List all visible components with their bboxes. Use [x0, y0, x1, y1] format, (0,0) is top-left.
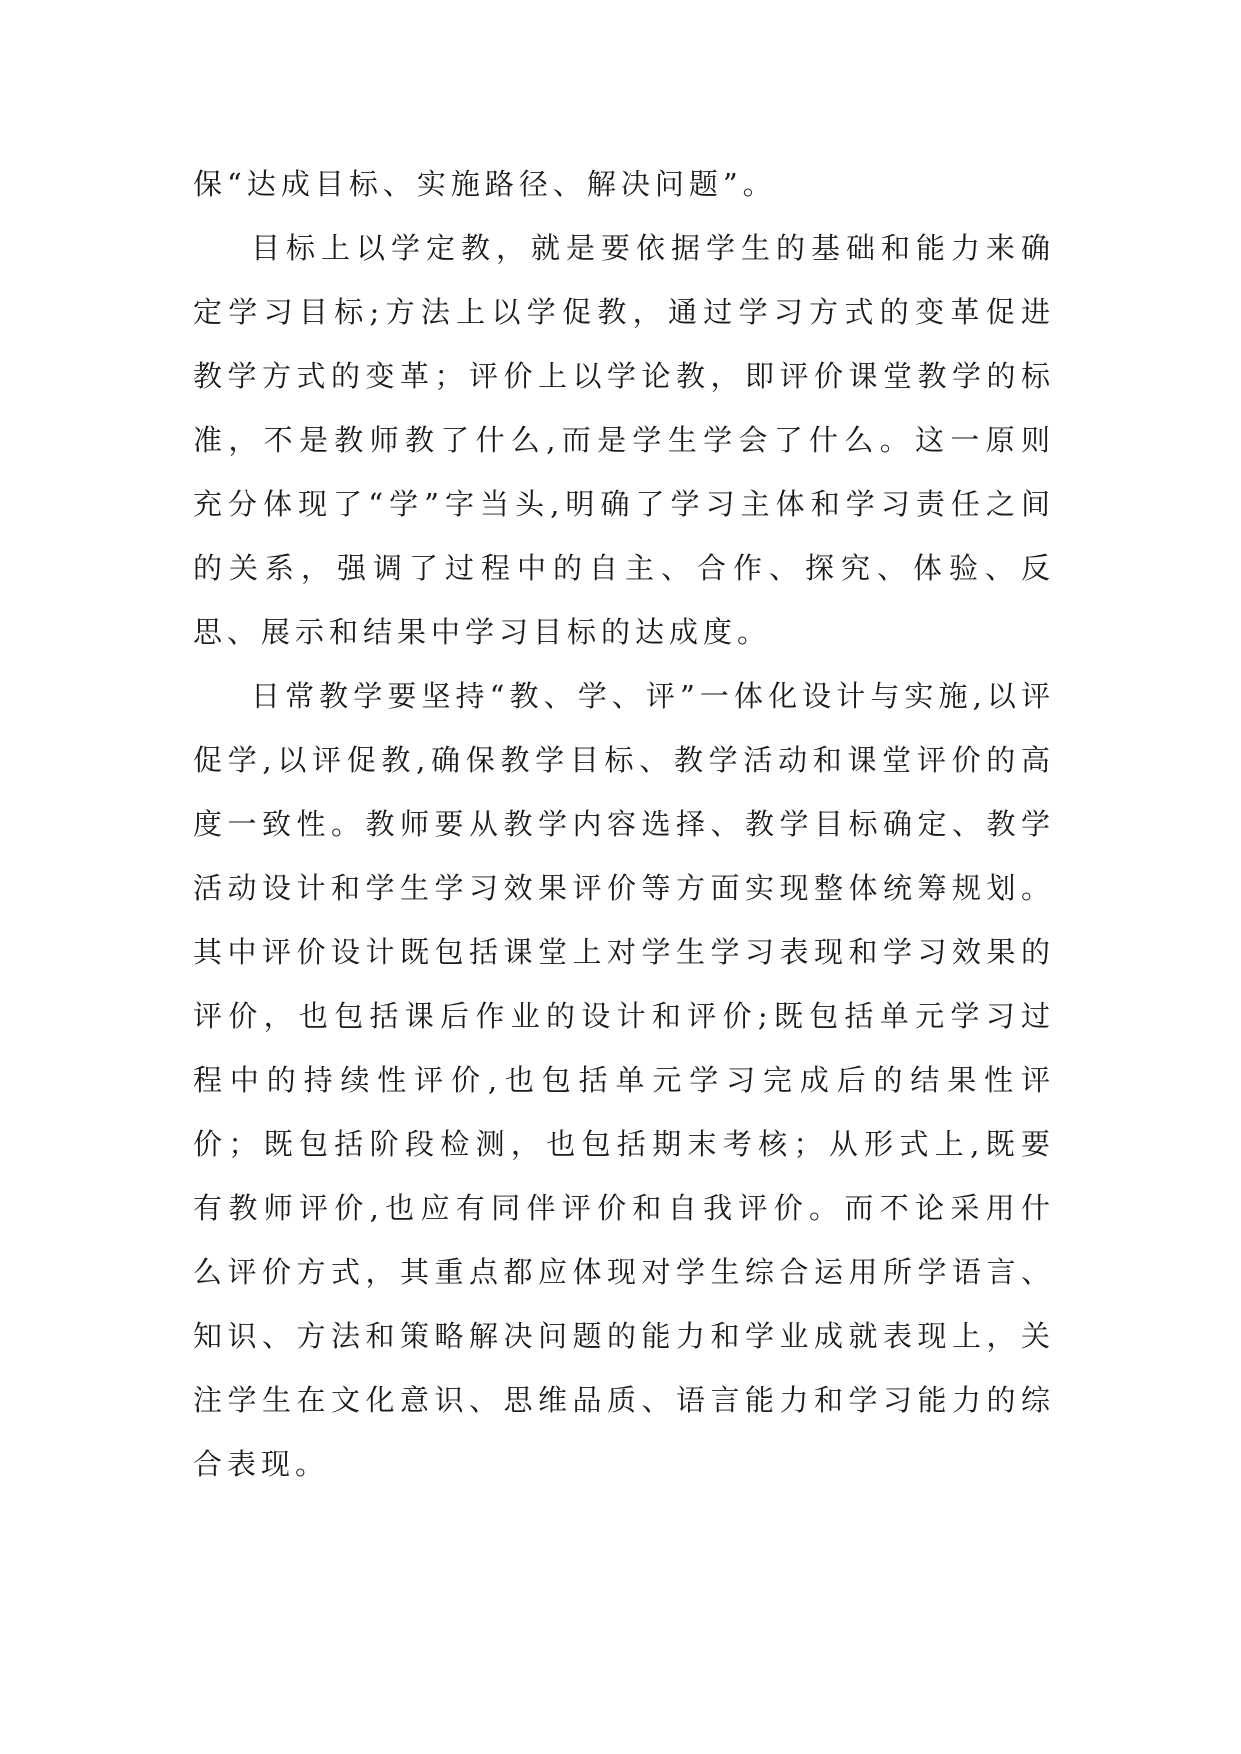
- paragraph-continuation: 保“达成目标、实施路径、解决问题”。: [193, 167, 777, 201]
- document-body: [193, 152, 1055, 1496]
- paragraph-evaluation-integration: 日常教学要坚持“教、学、评”一体化设计与实施,以评促学,以评促教,确保教学目标、教学活动和课堂评价的高度一致性。教师要从教学内容选择、教学目标确定、教学活动设计和学生学习效果评价等方面实现整体统筹规划。其中评价设计既包括课堂上对学生学习表现和学习效果的评价，也包括课后作业的设计和评价;既包括单元学习过程中的持续性评价,也包括单元学习完成后的结果性评价；既包括阶段检测，也包括期末考核；从形式上,既要有教师评价,也应有同伴评价和自我评价。而不论采用什么评价方式，其重点都应体现对学生综合运用所学语言、知识、方法和策略解决问题的能力和学业成就表现上，关注学生在文化意识、思维品质、语言能力和学习能力的综合表现。: [193, 679, 1055, 1481]
- paragraph-teaching-principle: 目标上以学定教，就是要依据学生的基础和能力来确定学习目标;方法上以学促教，通过学习方式的变革促进教学方式的变革；评价上以学论教，即评价课堂教学的标准，不是教师教了什么,而是学生学会了什么。这一原则充分体现了“学”字当头,明确了学习主体和学习责任之间的关系，强调了过程中的自主、合作、探究、体验、反思、展示和结果中学习目标的达成度。: [193, 231, 1055, 649]
